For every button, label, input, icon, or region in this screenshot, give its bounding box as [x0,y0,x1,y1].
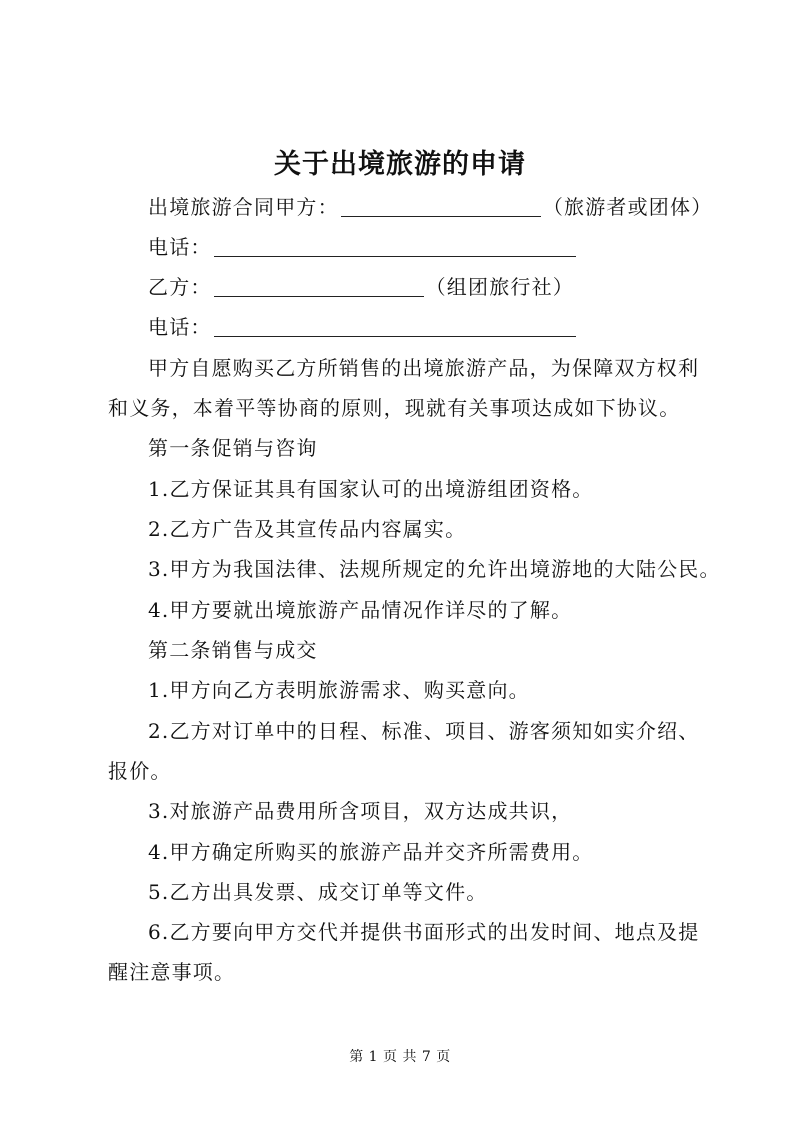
party-a-phone-blank[interactable] [214,236,576,257]
party-b-blank[interactable] [214,276,424,297]
s2-item-4: 4.甲方确定所购买的旅游产品并交齐所需费用。 [148,840,594,864]
party-b-phone-line [148,313,578,341]
s2-item-5: 5.乙方出具发票、成交订单等文件。 [148,880,488,904]
s2-item-3: 3.对旅游产品费用所含项目，双方达成共识， [148,799,573,823]
s1-item-3: 3.甲方为我国法律、法规所规定的允许出境游地的大陆公民。 [148,557,721,581]
s2-item-6-line-2: 醒注意事项。 [108,960,236,984]
page-footer: 第 1 页 共 7 页 [349,1049,451,1065]
party-a-label: 出境旅游合同甲方： [148,195,339,219]
party-b-line [148,273,574,301]
s2-item-2-line-1: 2.乙方对订单中的日程、标准、项目、游客须知如实介绍、 [148,719,700,743]
phone-label-2: 电话： [148,315,212,339]
s1-item-2: 2.乙方广告及其宣传品内容属实。 [148,517,467,541]
section-1-title: 第一条促销与咨询 [148,436,318,460]
document-title: 关于出境旅游的申请 [274,149,526,180]
party-b-note: （组团旅行社） [425,275,575,299]
intro-line-1: 甲方自愿购买乙方所销售的出境旅游产品，为保障双方权利 [148,356,700,380]
section-2-title: 第二条销售与成交 [148,638,318,662]
party-a-line [148,193,712,221]
s2-item-1: 1.甲方向乙方表明旅游需求、购买意向。 [148,678,530,702]
party-a-phone-line [148,233,578,261]
party-b-label: 乙方： [148,275,212,299]
party-a-note: （旅游者或团体） [542,195,713,219]
party-b-phone-blank[interactable] [214,316,576,337]
s1-item-1: 1.乙方保证其具有国家认可的出境游组团资格。 [148,477,594,501]
party-a-blank[interactable] [341,196,541,217]
s2-item-6-line-1: 6.乙方要向甲方交代并提供书面形式的出发时间、地点及提 [148,920,700,944]
phone-label: 电话： [148,235,212,259]
s1-item-4: 4.甲方要就出境旅游产品情况作详尽的了解。 [148,598,573,622]
s2-item-2-line-2: 报价。 [108,759,172,783]
intro-line-2: 和义务，本着平等协商的原则，现就有关事项达成如下协议。 [108,396,681,420]
